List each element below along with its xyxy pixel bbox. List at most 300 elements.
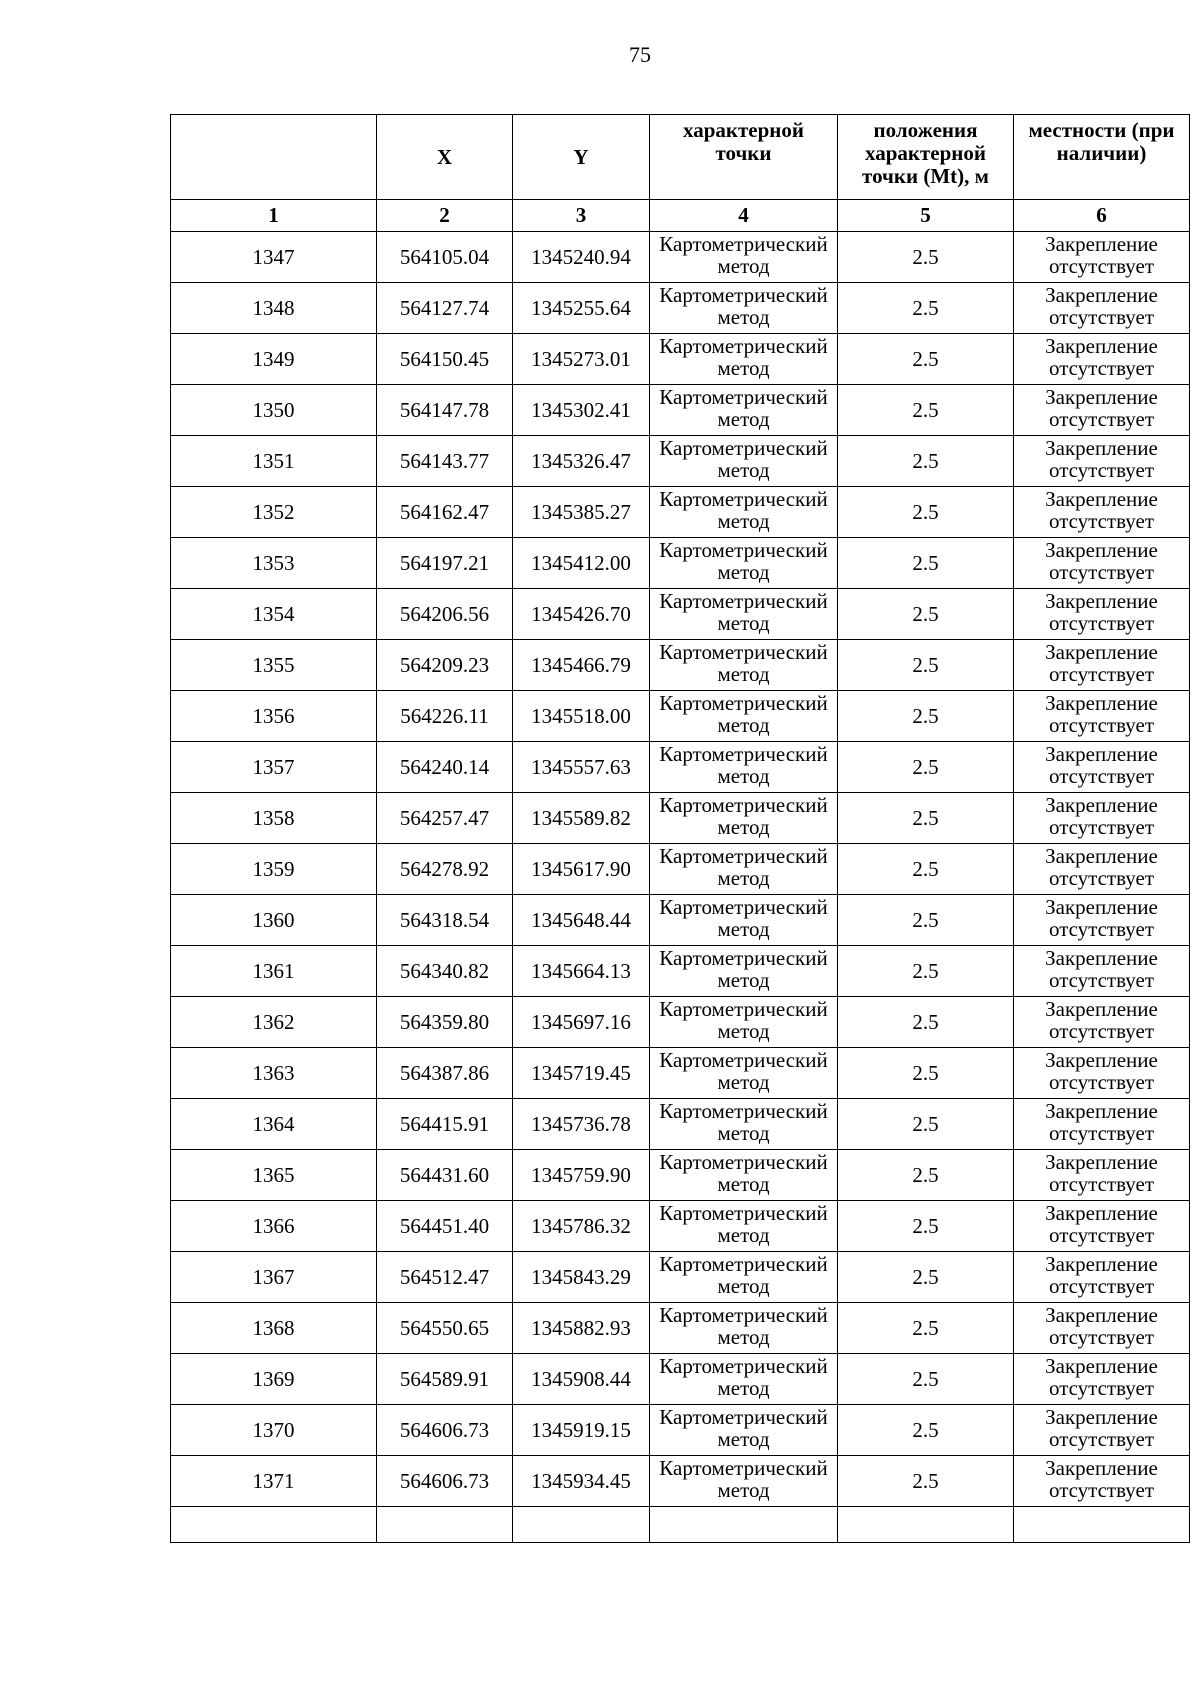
method-cell <box>650 538 838 589</box>
method-cell <box>650 334 838 385</box>
empty-cell <box>650 1507 838 1543</box>
fixation-cell <box>1014 895 1190 946</box>
method-cell-line: метод <box>717 611 770 635</box>
fixation-cell <box>1014 232 1190 283</box>
y-coordinate-cell: 1345648.44 <box>513 895 650 946</box>
method-cell-line: метод <box>717 968 770 992</box>
method-cell-line: метод <box>717 1019 770 1043</box>
column-number: 3 <box>513 200 650 232</box>
table-row-empty <box>171 1507 1190 1543</box>
method-cell-line: Картометрический <box>659 1201 828 1225</box>
point-number-cell: 1362 <box>171 997 377 1048</box>
accuracy-cell: 2.5 <box>838 1456 1014 1507</box>
empty-cell <box>1014 1507 1190 1543</box>
fixation-cell <box>1014 742 1190 793</box>
fixation-cell-line: отсутствует <box>1048 764 1155 788</box>
accuracy-cell: 2.5 <box>838 1048 1014 1099</box>
point-number-cell: 1348 <box>171 283 377 334</box>
x-coordinate-cell: 564318.54 <box>377 895 513 946</box>
fixation-cell-line: Закрепление <box>1045 742 1158 766</box>
method-cell-line: Картометрический <box>659 1099 828 1123</box>
accuracy-cell: 2.5 <box>838 538 1014 589</box>
header-row <box>171 115 1190 200</box>
method-cell-line: метод <box>717 1274 770 1298</box>
fixation-cell-line: Закрепление <box>1045 844 1158 868</box>
y-coordinate-cell: 1345882.93 <box>513 1303 650 1354</box>
method-cell-line: метод <box>717 458 770 482</box>
fixation-cell-line: отсутствует <box>1048 1376 1155 1400</box>
table-row <box>171 1099 1190 1150</box>
method-cell <box>650 997 838 1048</box>
table-row <box>171 946 1190 997</box>
header-method <box>650 115 838 200</box>
x-coordinate-cell: 564197.21 <box>377 538 513 589</box>
header-accuracy-line: положения <box>873 118 978 142</box>
method-cell-line: метод <box>717 560 770 584</box>
y-coordinate-cell: 1345759.90 <box>513 1150 650 1201</box>
accuracy-cell: 2.5 <box>838 1303 1014 1354</box>
method-cell-line: Картометрический <box>659 946 828 970</box>
method-cell <box>650 1405 838 1456</box>
fixation-cell-line: отсутствует <box>1048 1325 1155 1349</box>
x-coordinate-cell: 564606.73 <box>377 1456 513 1507</box>
y-coordinate-cell: 1345664.13 <box>513 946 650 997</box>
header-accuracy-line: точки (Mt), м <box>862 164 989 188</box>
fixation-cell-line: Закрепление <box>1045 487 1158 511</box>
table-row <box>171 895 1190 946</box>
point-number-cell: 1367 <box>171 1252 377 1303</box>
table-row <box>171 436 1190 487</box>
method-cell <box>650 844 838 895</box>
x-coordinate-cell: 564143.77 <box>377 436 513 487</box>
point-number-cell: 1365 <box>171 1150 377 1201</box>
fixation-cell <box>1014 691 1190 742</box>
x-coordinate-cell: 564105.04 <box>377 232 513 283</box>
method-cell-line: Картометрический <box>659 691 828 715</box>
method-cell <box>650 1252 838 1303</box>
fixation-cell <box>1014 1354 1190 1405</box>
fixation-cell <box>1014 844 1190 895</box>
y-coordinate-cell: 1345786.32 <box>513 1201 650 1252</box>
method-cell-line: метод <box>717 1172 770 1196</box>
accuracy-cell: 2.5 <box>838 1354 1014 1405</box>
accuracy-cell: 2.5 <box>838 589 1014 640</box>
method-cell <box>650 283 838 334</box>
accuracy-cell: 2.5 <box>838 1252 1014 1303</box>
fixation-cell-line: Закрепление <box>1045 997 1158 1021</box>
point-number-cell: 1352 <box>171 487 377 538</box>
fixation-cell-line: отсутствует <box>1048 356 1155 380</box>
y-coordinate-cell: 1345273.01 <box>513 334 650 385</box>
point-number-cell: 1363 <box>171 1048 377 1099</box>
y-coordinate-cell: 1345934.45 <box>513 1456 650 1507</box>
accuracy-cell: 2.5 <box>838 487 1014 538</box>
table-row <box>171 283 1190 334</box>
method-cell-line: метод <box>717 407 770 431</box>
fixation-cell-line: Закрепление <box>1045 946 1158 970</box>
fixation-cell-line: отсутствует <box>1048 1172 1155 1196</box>
y-coordinate-cell: 1345617.90 <box>513 844 650 895</box>
x-coordinate-cell: 564589.91 <box>377 1354 513 1405</box>
fixation-cell-line: отсутствует <box>1048 662 1155 686</box>
x-coordinate-cell: 564257.47 <box>377 793 513 844</box>
fixation-cell-line: Закрепление <box>1045 1303 1158 1327</box>
x-coordinate-cell: 564150.45 <box>377 334 513 385</box>
point-number-cell: 1353 <box>171 538 377 589</box>
accuracy-cell: 2.5 <box>838 1201 1014 1252</box>
x-coordinate-cell: 564359.80 <box>377 997 513 1048</box>
header-method-line: точки <box>715 141 772 165</box>
method-cell-line: Картометрический <box>659 1354 828 1378</box>
table-row <box>171 640 1190 691</box>
method-cell-line: Картометрический <box>659 385 828 409</box>
method-cell-line: метод <box>717 1070 770 1094</box>
method-cell-line: Картометрический <box>659 1048 828 1072</box>
point-number-cell: 1347 <box>171 232 377 283</box>
fixation-cell-line: отсутствует <box>1048 1427 1155 1451</box>
table-row <box>171 1201 1190 1252</box>
table-body <box>171 232 1190 1543</box>
point-number-cell: 1361 <box>171 946 377 997</box>
fixation-cell-line: Закрепление <box>1045 640 1158 664</box>
fixation-cell-line: отсутствует <box>1048 1478 1155 1502</box>
fixation-cell <box>1014 793 1190 844</box>
accuracy-cell: 2.5 <box>838 895 1014 946</box>
fixation-cell-line: отсутствует <box>1048 254 1155 278</box>
point-number-cell: 1350 <box>171 385 377 436</box>
accuracy-cell: 2.5 <box>838 640 1014 691</box>
method-cell-line: метод <box>717 1427 770 1451</box>
empty-cell <box>377 1507 513 1543</box>
point-number-cell: 1356 <box>171 691 377 742</box>
fixation-cell <box>1014 1099 1190 1150</box>
fixation-cell-line: Закрепление <box>1045 1150 1158 1174</box>
method-cell-line: Картометрический <box>659 793 828 817</box>
table-row <box>171 1405 1190 1456</box>
x-coordinate-cell: 564278.92 <box>377 844 513 895</box>
fixation-cell <box>1014 283 1190 334</box>
fixation-cell-line: Закрепление <box>1045 1201 1158 1225</box>
table-row <box>171 1048 1190 1099</box>
fixation-cell-line: отсутствует <box>1048 1274 1155 1298</box>
table-row <box>171 385 1190 436</box>
fixation-cell <box>1014 1405 1190 1456</box>
x-coordinate-cell: 564550.65 <box>377 1303 513 1354</box>
x-coordinate-cell: 564147.78 <box>377 385 513 436</box>
header-fixation <box>1014 115 1190 200</box>
point-number-cell: 1368 <box>171 1303 377 1354</box>
method-cell <box>650 436 838 487</box>
x-coordinate-cell: 564162.47 <box>377 487 513 538</box>
x-coordinate-cell: 564226.11 <box>377 691 513 742</box>
method-cell <box>650 1354 838 1405</box>
y-coordinate-cell: 1345385.27 <box>513 487 650 538</box>
fixation-cell <box>1014 1303 1190 1354</box>
y-coordinate-cell: 1345426.70 <box>513 589 650 640</box>
fixation-cell-line: Закрепление <box>1045 232 1158 256</box>
header-point-number <box>171 115 377 200</box>
method-cell-line: Картометрический <box>659 436 828 460</box>
x-coordinate-cell: 564340.82 <box>377 946 513 997</box>
y-coordinate-cell: 1345412.00 <box>513 538 650 589</box>
method-cell <box>650 589 838 640</box>
column-number-row <box>171 200 1190 232</box>
accuracy-cell: 2.5 <box>838 334 1014 385</box>
y-coordinate-cell: 1345719.45 <box>513 1048 650 1099</box>
fixation-cell-line: Закрепление <box>1045 1252 1158 1276</box>
fixation-cell <box>1014 946 1190 997</box>
method-cell-line: Картометрический <box>659 1405 828 1429</box>
method-cell-line: Картометрический <box>659 742 828 766</box>
y-coordinate-cell: 1345302.41 <box>513 385 650 436</box>
fixation-cell-line: Закрепление <box>1045 385 1158 409</box>
method-cell <box>650 232 838 283</box>
fixation-cell-line: Закрепление <box>1045 589 1158 613</box>
method-cell-line: метод <box>717 1325 770 1349</box>
column-number: 6 <box>1014 200 1190 232</box>
fixation-cell <box>1014 1201 1190 1252</box>
x-coordinate-cell: 564415.91 <box>377 1099 513 1150</box>
y-coordinate-cell: 1345326.47 <box>513 436 650 487</box>
fixation-cell-line: Закрепление <box>1045 1354 1158 1378</box>
fixation-cell <box>1014 589 1190 640</box>
y-coordinate-cell: 1345518.00 <box>513 691 650 742</box>
y-coordinate-cell: 1345919.15 <box>513 1405 650 1456</box>
method-cell-line: Картометрический <box>659 895 828 919</box>
point-number-cell: 1359 <box>171 844 377 895</box>
accuracy-cell: 2.5 <box>838 436 1014 487</box>
fixation-cell-line: отсутствует <box>1048 713 1155 737</box>
y-coordinate-cell: 1345908.44 <box>513 1354 650 1405</box>
fixation-cell <box>1014 1150 1190 1201</box>
fixation-cell-line: отсутствует <box>1048 866 1155 890</box>
y-coordinate-cell: 1345736.78 <box>513 1099 650 1150</box>
method-cell-line: Картометрический <box>659 1252 828 1276</box>
table-row <box>171 232 1190 283</box>
method-cell-line: метод <box>717 509 770 533</box>
method-cell <box>650 1099 838 1150</box>
fixation-cell-line: Закрепление <box>1045 283 1158 307</box>
x-coordinate-cell: 564512.47 <box>377 1252 513 1303</box>
point-number-cell: 1364 <box>171 1099 377 1150</box>
x-coordinate-cell: 564206.56 <box>377 589 513 640</box>
fixation-cell <box>1014 997 1190 1048</box>
method-cell-line: метод <box>717 815 770 839</box>
table-row <box>171 691 1190 742</box>
method-cell <box>650 1456 838 1507</box>
method-cell-line: Картометрический <box>659 1303 828 1327</box>
fixation-cell-line: Закрепление <box>1045 1099 1158 1123</box>
column-number: 2 <box>377 200 513 232</box>
method-cell-line: метод <box>717 713 770 737</box>
fixation-cell <box>1014 538 1190 589</box>
fixation-cell <box>1014 640 1190 691</box>
table-row <box>171 1303 1190 1354</box>
accuracy-cell: 2.5 <box>838 844 1014 895</box>
method-cell <box>650 793 838 844</box>
fixation-cell-line: Закрепление <box>1045 895 1158 919</box>
method-cell-line: метод <box>717 917 770 941</box>
method-cell <box>650 946 838 997</box>
method-cell-line: Картометрический <box>659 844 828 868</box>
point-number-cell: 1366 <box>171 1201 377 1252</box>
page-number: 75 <box>629 42 651 67</box>
method-cell-line: Картометрический <box>659 1150 828 1174</box>
point-number-cell: 1351 <box>171 436 377 487</box>
table-row <box>171 1456 1190 1507</box>
y-coordinate-cell: 1345589.82 <box>513 793 650 844</box>
table-row <box>171 742 1190 793</box>
x-coordinate-cell: 564240.14 <box>377 742 513 793</box>
method-cell <box>650 1303 838 1354</box>
method-cell-line: Картометрический <box>659 334 828 358</box>
fixation-cell-line: Закрепление <box>1045 691 1158 715</box>
accuracy-cell: 2.5 <box>838 691 1014 742</box>
fixation-cell-line: Закрепление <box>1045 436 1158 460</box>
method-cell-line: метод <box>717 1223 770 1247</box>
table-row <box>171 1150 1190 1201</box>
point-number-cell: 1371 <box>171 1456 377 1507</box>
method-cell-line: Картометрический <box>659 640 828 664</box>
method-cell <box>650 895 838 946</box>
point-number-cell: 1354 <box>171 589 377 640</box>
header-x: X <box>377 115 513 200</box>
accuracy-cell: 2.5 <box>838 793 1014 844</box>
y-coordinate-cell: 1345240.94 <box>513 232 650 283</box>
fixation-cell-line: отсутствует <box>1048 917 1155 941</box>
method-cell <box>650 1150 838 1201</box>
coordinates-table <box>170 114 1190 1543</box>
header-fixation-line: местности (при <box>1028 118 1175 142</box>
point-number-cell: 1357 <box>171 742 377 793</box>
method-cell-line: Картометрический <box>659 997 828 1021</box>
point-number-cell: 1355 <box>171 640 377 691</box>
method-cell <box>650 691 838 742</box>
empty-cell <box>838 1507 1014 1543</box>
y-coordinate-cell: 1345557.63 <box>513 742 650 793</box>
accuracy-cell: 2.5 <box>838 742 1014 793</box>
header-method-line: характерной <box>682 118 805 142</box>
fixation-cell-line: Закрепление <box>1045 538 1158 562</box>
fixation-cell <box>1014 436 1190 487</box>
header-fixation-line: наличии) <box>1056 141 1147 165</box>
column-number: 4 <box>650 200 838 232</box>
header-y: Y <box>513 115 650 200</box>
fixation-cell-line: отсутствует <box>1048 305 1155 329</box>
method-cell <box>650 1201 838 1252</box>
fixation-cell-line: отсутствует <box>1048 1121 1155 1145</box>
method-cell-line: метод <box>717 1478 770 1502</box>
x-coordinate-cell: 564606.73 <box>377 1405 513 1456</box>
column-number: 5 <box>838 200 1014 232</box>
y-coordinate-cell: 1345466.79 <box>513 640 650 691</box>
table-row <box>171 1252 1190 1303</box>
fixation-cell <box>1014 1048 1190 1099</box>
method-cell-line: Картометрический <box>659 283 828 307</box>
method-cell-line: метод <box>717 1376 770 1400</box>
method-cell-line: Картометрический <box>659 589 828 613</box>
method-cell-line: Картометрический <box>659 1456 828 1480</box>
table-row <box>171 793 1190 844</box>
fixation-cell <box>1014 334 1190 385</box>
table-row <box>171 997 1190 1048</box>
method-cell <box>650 385 838 436</box>
header-accuracy-line: характерной <box>864 141 987 165</box>
fixation-cell-line: отсутствует <box>1048 1070 1155 1094</box>
point-number-cell: 1369 <box>171 1354 377 1405</box>
method-cell-line: метод <box>717 764 770 788</box>
x-coordinate-cell: 564387.86 <box>377 1048 513 1099</box>
method-cell-line: метод <box>717 1121 770 1145</box>
method-cell-line: метод <box>717 356 770 380</box>
table-row <box>171 487 1190 538</box>
fixation-cell-line: Закрепление <box>1045 1405 1158 1429</box>
point-number-cell: 1358 <box>171 793 377 844</box>
fixation-cell-line: Закрепление <box>1045 1048 1158 1072</box>
accuracy-cell: 2.5 <box>838 1405 1014 1456</box>
point-number-cell: 1360 <box>171 895 377 946</box>
table-row <box>171 844 1190 895</box>
fixation-cell-line: отсутствует <box>1048 611 1155 635</box>
accuracy-cell: 2.5 <box>838 1099 1014 1150</box>
fixation-cell <box>1014 1456 1190 1507</box>
method-cell-line: метод <box>717 662 770 686</box>
fixation-cell-line: отсутствует <box>1048 560 1155 584</box>
fixation-cell-line: Закрепление <box>1045 1456 1158 1480</box>
y-coordinate-cell: 1345843.29 <box>513 1252 650 1303</box>
empty-cell <box>171 1507 377 1543</box>
point-number-cell: 1349 <box>171 334 377 385</box>
fixation-cell <box>1014 1252 1190 1303</box>
table-row <box>171 334 1190 385</box>
fixation-cell-line: Закрепление <box>1045 334 1158 358</box>
fixation-cell-line: отсутствует <box>1048 458 1155 482</box>
accuracy-cell: 2.5 <box>838 232 1014 283</box>
method-cell-line: метод <box>717 866 770 890</box>
fixation-cell-line: отсутствует <box>1048 1223 1155 1247</box>
table-row <box>171 538 1190 589</box>
y-coordinate-cell: 1345255.64 <box>513 283 650 334</box>
accuracy-cell: 2.5 <box>838 385 1014 436</box>
fixation-cell-line: отсутствует <box>1048 815 1155 839</box>
header-accuracy <box>838 115 1014 200</box>
method-cell-line: Картометрический <box>659 538 828 562</box>
x-coordinate-cell: 564209.23 <box>377 640 513 691</box>
fixation-cell <box>1014 385 1190 436</box>
accuracy-cell: 2.5 <box>838 283 1014 334</box>
method-cell-line: метод <box>717 305 770 329</box>
column-number: 1 <box>171 200 377 232</box>
table-row <box>171 1354 1190 1405</box>
method-cell <box>650 487 838 538</box>
accuracy-cell: 2.5 <box>838 1150 1014 1201</box>
fixation-cell <box>1014 487 1190 538</box>
fixation-cell-line: отсутствует <box>1048 407 1155 431</box>
method-cell-line: Картометрический <box>659 487 828 511</box>
fixation-cell-line: отсутствует <box>1048 968 1155 992</box>
table-row <box>171 589 1190 640</box>
method-cell <box>650 640 838 691</box>
accuracy-cell: 2.5 <box>838 997 1014 1048</box>
y-coordinate-cell: 1345697.16 <box>513 997 650 1048</box>
fixation-cell-line: отсутствует <box>1048 509 1155 533</box>
fixation-cell-line: отсутствует <box>1048 1019 1155 1043</box>
fixation-cell-line: Закрепление <box>1045 793 1158 817</box>
point-number-cell: 1370 <box>171 1405 377 1456</box>
method-cell-line: метод <box>717 254 770 278</box>
x-coordinate-cell: 564451.40 <box>377 1201 513 1252</box>
method-cell-line: Картометрический <box>659 232 828 256</box>
